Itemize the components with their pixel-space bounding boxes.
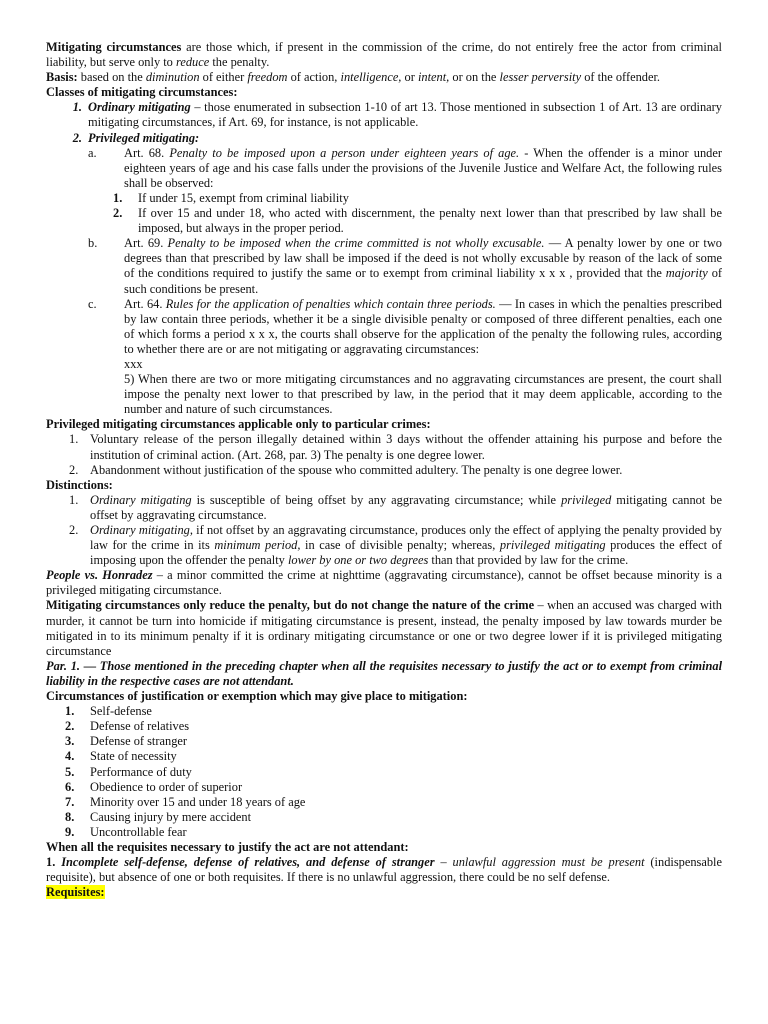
list-number: 5. [65,764,75,779]
rule-text: If over 15 and under 18, who acted with discernment, the penalty next lower than that prescribed by law shall be imposed, but always in the proper period. [138,206,722,236]
circumstance-text: Defense of relatives [90,719,190,734]
circumstance-text: Minority over 15 and under 18 years of age [90,794,306,809]
incomplete-defense-title: Incomplete self-defense, defense of relatives, and defense of stranger [55,855,435,870]
intro-paragraph [46,40,722,70]
list-number: 2. [113,206,123,221]
term-unlawful-aggression: unlawful aggression must be present [452,855,645,870]
distinction-text: is susceptible of being offset by any aggravating circumstance; while [191,492,562,507]
list-number: 3. [65,734,75,749]
art64-item [46,297,722,357]
list-number: 6. [65,779,75,794]
incomplete-defense-text: (indispensable requisite), but absence of one or both requisites. If there is no unlawful aggression, there could be no self defense. [46,855,722,885]
ordinary-mitigating-title: Ordinary mitigating [88,100,191,115]
distinction-item-1 [46,493,722,523]
par-text: — Those mentioned in the preceding chapter when all the requisites necessary to justify the act or to exempt from criminal liability in the respective cases are not attendant. [46,658,723,688]
circumstance-text: Obedience to order of superior [90,779,243,794]
privileged-mitigating-title: Privileged mitigating: [88,130,200,145]
list-item-text: Abandonment without justification of the spouse who committed adultery. The penalty is one degree lower. [90,462,623,477]
circumstance-item [46,749,722,764]
circumstance-text: Performance of duty [90,764,192,779]
article-text-end: of such conditions be present. [124,266,723,296]
circumstance-item [46,795,722,810]
particular-item-2 [46,463,722,478]
distinction-item-2 [46,523,722,568]
term-diminution: diminution [145,70,200,85]
circumstance-item [46,719,722,734]
article-text: — A penalty lower by one or two degrees than that prescribed by law shall be imposed if the deed is not wholly excusable by reason of the lack of some of the conditions required to justify the same or to exempt from criminal liability x x x , provided that the [124,236,722,281]
not-attendant-heading: When all the requisites necessary to justify the act are not attendant: [46,839,409,854]
term-lesser-perversity: lesser perversity [499,70,582,85]
article-number: Art. 68. [124,145,165,160]
intro-text-end: the penalty. [209,55,270,70]
case-title: People vs. Honradez [46,568,153,583]
par-label: Par. 1. [46,658,80,673]
distinction-text: if not offset by an aggravating circumstance, produces only the effect of applying the penalty provided by law for the crime in its [90,523,722,553]
article-number: Art. 69. [124,236,164,251]
list-number: 7. [65,794,75,809]
list-number: 2. [65,719,75,734]
classes-heading: Classes of mitigating circumstances: [46,85,238,100]
art68-rule-1 [46,191,722,206]
distinction-text: mitigating cannot be offset by aggravating circumstance. [90,492,723,522]
term-ordinary-mitigating: Ordinary mitigating [90,492,192,507]
nature-text: – when an accused was charged with murder, it cannot be turn into homicide if mitigating circumstance is present, instead, the penalty imposed by law towards murder be mitigated in to its minimum penalty if it is ordinary mitigating circumstance or one or two degree lower if it is privileged mitigating circumstance [46,598,722,658]
circumstances-heading: Circumstances of justification or exemption which may give place to mitigation: [46,689,468,704]
circumstance-item [46,734,722,749]
distinctions-heading: Distinctions: [46,477,113,492]
circumstance-item [46,780,722,795]
circumstance-item [46,825,722,840]
basis-text: based on the [77,70,146,85]
article-title: Rules for the application of penalties which contain three periods. [162,296,496,311]
rule-text: If under 15, exempt from criminal liability [138,190,349,205]
list-number: 1. [46,855,56,870]
circumstance-text: Uncontrollable fear [90,824,187,839]
term-intelligence: intelligence, [340,70,402,85]
case-text: – a minor committed the crime at nighttime (aggravating circumstance), cannot be offset because minority is a privileged mitigating circumstance. [46,568,722,598]
article-number: Art. 64. [124,296,163,311]
ordinary-mitigating-item [46,100,722,130]
list-number: 4. [65,749,75,764]
list-number: 1. [69,492,79,507]
term-lower-by-degrees: lower by one or two degrees [287,553,429,568]
ordinary-mitigating-text: – those enumerated in subsection 1-10 of art 13. Those mentioned in subsection 1 of Art. 13 are ordinary mitigating circumstances, if Art. 69, for instance, is not applicable. [88,100,722,130]
distinction-text: in case of divisible penalty; whereas, [300,538,500,553]
basis-label: Basis: [46,70,78,85]
requisites-line [46,885,722,900]
list-letter: b. [88,236,98,251]
circumstance-text: State of necessity [90,749,177,764]
par-1-paragraph [46,659,722,689]
term-freedom: freedom [247,70,288,85]
list-number: 1. [113,190,123,205]
basis-text: of either [199,70,248,85]
list-number: 9. [65,824,75,839]
circumstance-text: Defense of stranger [90,734,188,749]
list-number: 2. [69,523,79,537]
basis-text: or on the [449,70,500,85]
article-title: Penalty to be imposed when the crime committed is not wholly excusable. [163,236,545,251]
distinction-text: produces the effect of imposing upon the offender the penalty [90,538,722,568]
circumstance-item [46,810,722,825]
list-letter: c. [88,296,97,311]
circumstance-text: Causing injury by mere accident [90,809,252,824]
article-text: — In cases in which the penalties prescribed by law contain three periods, whether it be a single divisible penalty or composed of three different penalties, each one of which forms a period x x x, the courts shall observe for the application of the penalty the following rules, according to whether there are or are not mitigating or aggravating circumstances: [124,296,722,356]
particular-crimes-heading: Privileged mitigating circumstances applicable only to particular crimes: [46,417,431,432]
term-mitigating-circumstances: Mitigating circumstances [46,40,182,54]
basis-text: or [401,70,418,85]
basis-paragraph [46,70,722,85]
circumstance-item [46,704,722,719]
circumstances-list [46,704,722,840]
nature-paragraph [46,598,722,658]
term-ordinary-mitigating: Ordinary mitigating, [90,523,193,537]
art69-item [46,236,722,296]
list-number: 1. [69,432,79,447]
intro-text: are those which, if present in the commission of the crime, do not entirely free the actor from criminal liability, but serve only to [46,40,722,70]
particular-item-1 [46,432,722,462]
art64-omission: xxx [124,356,143,371]
art68-item [46,146,722,191]
basis-text: of action, [287,70,341,85]
list-letter: a. [88,145,97,160]
term-privileged: privileged [561,492,612,507]
distinction-text: than that provided by law for the crime. [428,553,629,568]
basis-text: of the offender. [581,70,660,85]
circumstance-item [46,765,722,780]
privileged-mitigating-item [46,131,722,146]
article-title: Penalty to be imposed upon a person under eighteen years of age. [164,145,520,160]
incomplete-defense-paragraph [46,855,722,885]
list-number: 1. [65,704,75,719]
list-item-text: Voluntary release of the person illegally detained within 3 days without the offender attaining his purpose and before the institution of criminal action. (Art. 268, par. 3) The penalty is one degree lower. [90,432,722,462]
list-number: 8. [65,809,75,824]
article-text: - When the offender is a minor under eighteen years of age and his case falls under the provisions of the Juvenile Justice and Welfare Act, the following rules shall be observed: [124,145,723,190]
term-reduce: reduce [175,55,210,70]
requisites-label: Requisites: [46,885,105,900]
circumstance-text: Self-defense [90,704,152,719]
term-majority: majority [665,266,708,281]
list-number: 2. [72,130,82,145]
list-number: 2. [69,462,79,477]
art68-rule-2 [46,206,722,236]
term-privileged-mitigating: privileged mitigating [499,538,606,553]
dash: – [434,855,453,870]
term-minimum-period: minimum period, [214,538,301,553]
art64-rule-5: 5) When there are two or more mitigating circumstances and no aggravating circumstances are present, the court shall impose the penalty next lower to that prescribed by law, in the period that it may deem applicable, according to the number and nature of such circumstances. [124,372,722,417]
term-intent: intent, [417,70,450,85]
people-vs-honradez [46,568,722,598]
list-number: 1. [72,100,82,115]
nature-heading: Mitigating circumstances only reduce the penalty, but do not change the nature of the crime [46,598,535,613]
